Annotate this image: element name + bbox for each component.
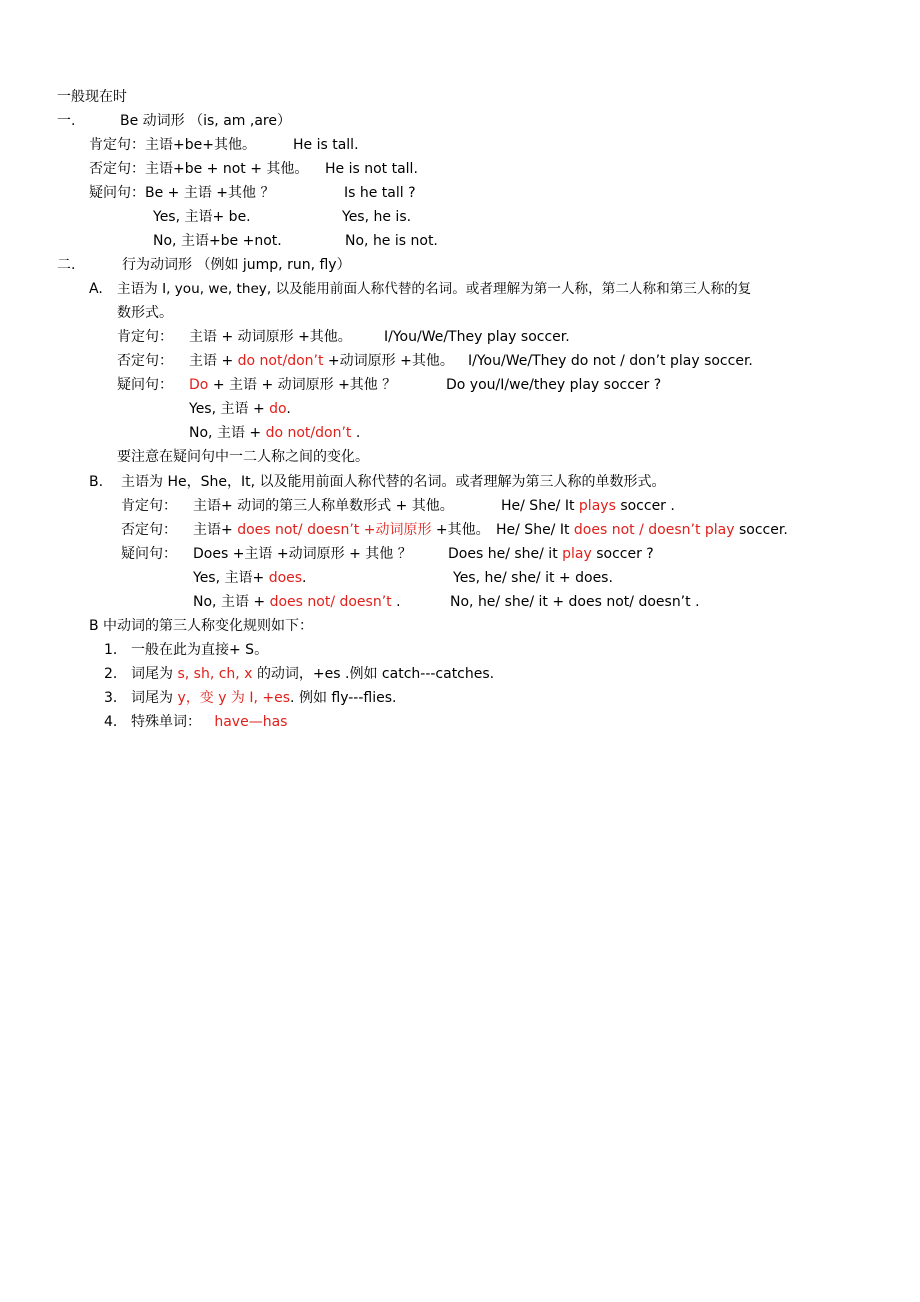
a-no-answer: No, 主语 + do not/don’t . bbox=[189, 425, 361, 441]
rule-4-text: 特殊单词： have—has bbox=[131, 714, 288, 730]
b-no-highlight: does not/ doesn’t bbox=[269, 594, 392, 610]
part-a-description-line2: 数形式。 bbox=[117, 305, 173, 321]
a-negative-example: I/You/We/They do not / don’t play soccer. bbox=[468, 353, 753, 369]
b-negative-example: He/ She/ It does not / doesn’t play soccer. bbox=[496, 522, 788, 538]
a-affirmative-formula: 主语 + 动词原形 +其他。 bbox=[189, 329, 352, 345]
rule-2-highlight: s, sh, ch, x bbox=[177, 666, 253, 682]
s1-negative-example: He is not tall. bbox=[325, 161, 418, 177]
a-affirmative-example: I/You/We/They play soccer. bbox=[384, 329, 570, 345]
a-question-highlight: Do bbox=[189, 377, 209, 393]
s1-no-answer: No, 主语+be +not. bbox=[153, 233, 282, 249]
b-negative-example-highlight: does not / doesn’t play bbox=[573, 522, 735, 538]
s1-negative-label: 否定句：主语+be + not + 其他。 bbox=[89, 161, 309, 177]
s1-yes-example: Yes, he is. bbox=[342, 209, 412, 225]
b-question-example: Does he/ she/ it play soccer ? bbox=[448, 546, 654, 562]
section-1-heading: Be 动词形 （is, am ,are） bbox=[120, 113, 291, 129]
rule-2-text: 词尾为 s, sh, ch, x 的动词，+es .例如 catch---catches. bbox=[131, 666, 495, 682]
rule-1-number: 1． bbox=[104, 642, 127, 658]
b-question-highlight: play bbox=[562, 546, 592, 562]
rule-3-text: 词尾为 y，变 y 为 I, +es. 例如 fly---flies. bbox=[131, 690, 397, 706]
part-b-marker: B. bbox=[89, 474, 104, 490]
b-yes-highlight: does bbox=[268, 570, 303, 586]
a-negative-formula: 主语 + do not/don’t +动词原形 +其他。 bbox=[189, 353, 454, 369]
b-no-example: No, he/ she/ it + does not/ doesn’t . bbox=[450, 594, 700, 610]
part-a-description-line1: 主语为 I, you, we, they, 以及能用前面人称代替的名词。或者理解为第一人称，第二人称和第三人称的复 bbox=[117, 281, 752, 297]
s1-affirmative-example: He is tall. bbox=[293, 137, 359, 153]
a-affirmative-label: 肯定句： bbox=[117, 329, 173, 345]
s1-affirmative-label: 肯定句：主语+be+其他。 bbox=[89, 137, 256, 153]
rule-4-number: 4． bbox=[104, 714, 127, 730]
a-negative-highlight: do not/don’t bbox=[237, 353, 324, 369]
b-negative-highlight: does not/ doesn’t +动词原形 bbox=[237, 522, 432, 538]
b-affirmative-example: He/ She/ It plays soccer . bbox=[501, 498, 675, 514]
b-negative-formula: 主语+ does not/ doesn’t +动词原形 +其他。 bbox=[193, 522, 490, 538]
part-a-marker: A. bbox=[89, 281, 103, 297]
a-question-label: 疑问句： bbox=[117, 377, 173, 393]
rule-4-highlight: have—has bbox=[214, 714, 288, 730]
s1-question-label: 疑问句：Be + 主语 +其他 ？ bbox=[89, 185, 275, 201]
a-note: 要注意在疑问句中一二人称之间的变化。 bbox=[117, 449, 369, 465]
b-affirmative-highlight: plays bbox=[578, 498, 616, 514]
a-question-example: Do you/I/we/they play soccer ? bbox=[446, 377, 662, 393]
s1-question-example: Is he tall ? bbox=[344, 185, 416, 201]
document-title: 一般现在时 bbox=[57, 89, 127, 105]
a-yes-highlight: do bbox=[269, 401, 287, 417]
s1-no-example: No, he is not. bbox=[345, 233, 438, 249]
section-1-number: 一. bbox=[57, 113, 76, 129]
rule-3-number: 3． bbox=[104, 690, 127, 706]
rule-3-highlight: y，变 y 为 I, +es bbox=[177, 690, 291, 706]
rules-intro: B 中动词的第三人称变化规则如下： bbox=[89, 618, 314, 634]
section-2-number: 二. bbox=[57, 257, 76, 273]
b-affirmative-label: 肯定句： bbox=[121, 498, 177, 514]
a-yes-answer: Yes, 主语 + do. bbox=[189, 401, 291, 417]
b-affirmative-formula: 主语+ 动词的第三人称单数形式 + 其他。 bbox=[193, 498, 454, 514]
a-negative-label: 否定句： bbox=[117, 353, 173, 369]
part-b-description: 主语为 He，She，It, 以及能用前面人称代替的名词。或者理解为第三人称的单数形式。 bbox=[121, 474, 666, 490]
b-question-label: 疑问句： bbox=[121, 546, 177, 562]
b-yes-example: Yes, he/ she/ it + does. bbox=[453, 570, 613, 586]
rule-2-number: 2． bbox=[104, 666, 127, 682]
b-no-answer: No, 主语 + does not/ doesn’t . bbox=[193, 594, 401, 610]
section-2-heading: 行为动词形 （例如 jump, run, fly） bbox=[122, 257, 351, 273]
b-question-formula: Does +主语 +动词原形 + 其他 ？ bbox=[193, 546, 412, 562]
rule-1-text: 一般在此为直接+ S。 bbox=[131, 642, 269, 658]
b-negative-label: 否定句： bbox=[121, 522, 177, 538]
a-question-formula: Do + 主语 + 动词原形 +其他 ？ bbox=[189, 377, 397, 393]
a-no-highlight: do not/don’t bbox=[265, 425, 352, 441]
s1-yes-answer: Yes, 主语+ be. bbox=[153, 209, 251, 225]
b-yes-answer: Yes, 主语+ does. bbox=[193, 570, 307, 586]
